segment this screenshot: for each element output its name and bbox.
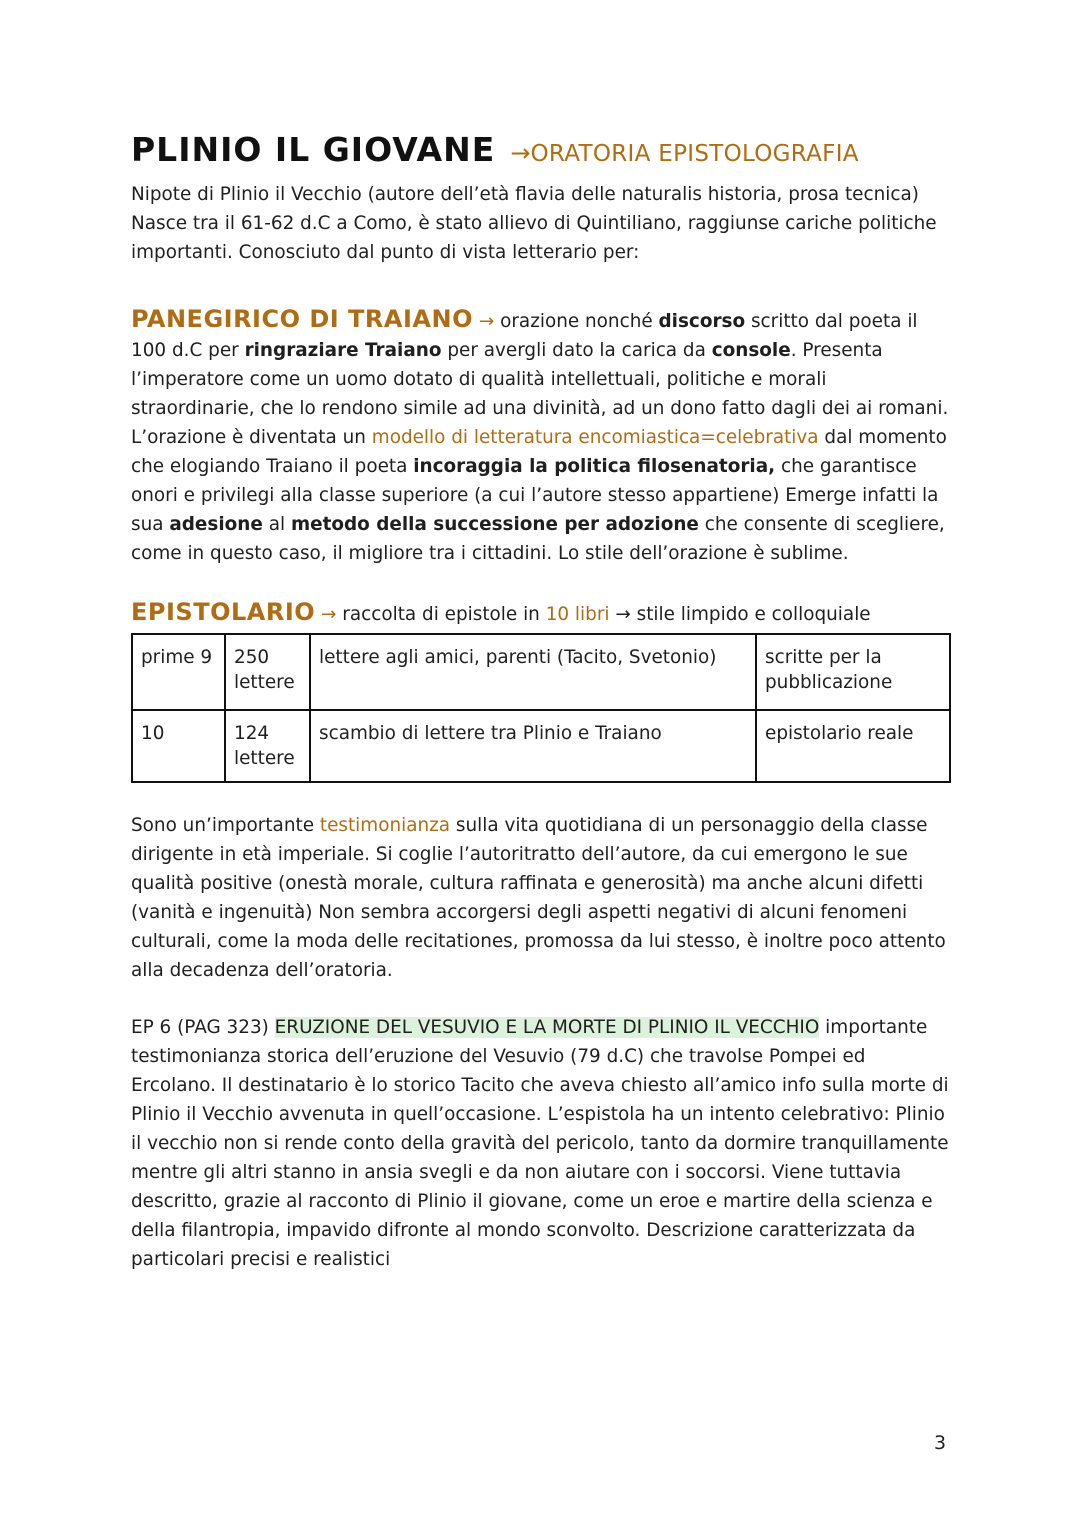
epistolario-heading: EPISTOLARIO	[131, 598, 316, 626]
text-run: Sono un’importante	[131, 815, 320, 836]
panegirico-arrow: →	[478, 311, 495, 332]
table-cell: prime 9	[132, 634, 225, 710]
intro-paragraph: Nipote di Plinio il Vecchio (autore dell’età flavia delle naturalis historia, prosa tecnica) Nasce tra il 61-62 d.C a Como, è stato allievo di Quintiliano, raggiunse cariche politiche importanti. Conosciuto dal punto di vista letterario per:	[131, 184, 937, 263]
text-run: che consente di scegliere, come in questo caso, il migliore tra i cittadini. Lo stile dell’orazione è sublime.	[131, 514, 945, 564]
bold-run: discorso	[658, 311, 746, 332]
table-cell: scritte per la pubblicazione	[756, 634, 950, 710]
bold-run: metodo della successione per adozione	[290, 514, 699, 535]
title-arrow: →	[510, 139, 531, 167]
testimonianza-paragraph	[131, 811, 951, 985]
highlight-run: testimonianza	[319, 815, 451, 836]
ep6-prefix: EP 6 (PAG 323)	[131, 1017, 275, 1038]
epistolario-heading-line	[131, 598, 951, 629]
bold-run: incoraggia la politica filosenatoria,	[413, 456, 776, 477]
epistolario-table	[131, 633, 951, 783]
table-cell: lettere agli amici, parenti (Tacito, Svetonio)	[310, 634, 756, 710]
text-run: orazione nonché	[494, 311, 659, 332]
table-cell: 10	[132, 710, 225, 782]
table-row	[132, 634, 950, 710]
bold-run: console	[711, 340, 791, 361]
table-cell: 250 lettere	[225, 634, 310, 710]
text-run: stile limpido e colloquiale	[630, 604, 871, 625]
table-cell: 124 lettere	[225, 710, 310, 782]
table-row	[132, 710, 950, 782]
text-run: importante testimonianza storica dell’eruzione del Vesuvio (79 d.C) che travolse Pompei ed Ercolano. Il destinatario è lo storico Tacito che aveva chiesto all’amico info sulla morte di Plinio il Vecchio avvenuta in quell’occasione. L’espistola ha un intento celebrativo: Plinio il vecchio non si rende conto della gravità del pericolo, tanto da dormire tranquillamente mentre gli altri stanno in ansia svegli e da non aiutare con i soccorsi. Viene tuttavia descritto, grazie al racconto di Plinio il giovane, come un eroe e martire della scienza e della filantropia, impavido difronte al mondo sconvolto. Descrizione caratterizzata da particolari precisi e realistici	[131, 1017, 949, 1270]
ep6-paragraph	[131, 1013, 951, 1274]
table-cell: epistolario reale	[756, 710, 950, 782]
text-run: che garantisce onori e privilegi alla classe superiore (a cui l’autore stesso appartiene) Emerge infatti la sua	[131, 456, 939, 535]
highlight-run: 10 libri	[545, 604, 610, 625]
panegirico-paragraph	[131, 305, 951, 568]
title-main: PLINIO IL GIOVANE	[131, 130, 496, 169]
text-run: raccolta di epistole in	[336, 604, 546, 625]
page-number: 3	[934, 1432, 947, 1454]
text-run: al	[262, 514, 291, 535]
bold-run: adesione	[169, 514, 263, 535]
epistolario-arrow-1: →	[321, 604, 337, 625]
text-run: scritto dal poeta il 100 d.C per	[131, 311, 918, 361]
page-title	[131, 130, 951, 176]
panegirico-heading: PANEGIRICO DI TRAIANO	[131, 305, 473, 333]
bold-run: ringraziare Traiano	[244, 340, 442, 361]
highlight-run: modello di letteratura encomiastica=celebrativa	[371, 427, 819, 448]
text-run: per avergli dato la carica da	[441, 340, 712, 361]
text-run: . Presenta l’imperatore come un uomo dotato di qualità intellettuali, politiche e morali straordinarie, che lo rendono simile ad una divinità, ad un dono fatto dagli dei ai romani. L’orazione è diventata un	[131, 340, 949, 448]
epistolario-arrow-2: →	[615, 604, 631, 625]
title-subtitle: ORATORIA EPISTOLOGRAFIA	[530, 141, 859, 167]
ep6-highlighted-title: ERUZIONE DEL VESUVIO E LA MORTE DI PLINIO IL VECCHIO	[274, 1017, 820, 1038]
text-run: sulla vita quotidiana di un personaggio della classe dirigente in età imperiale. Si coglie l’autoritratto dell’autore, da cui emergono le sue qualità positive (onestà morale, cultura raffinata e generosità) ma anche alcuni difetti (vanità e ingenuità) Non sembra accorgersi degli aspetti negativi di alcuni fenomeni culturali, come la moda delle recitationes, promossa da lui stesso, è inoltre poco attento alla decadenza dell’oratoria.	[131, 815, 946, 981]
table-cell: scambio di lettere tra Plinio e Traiano	[310, 710, 756, 782]
document-page	[131, 130, 951, 1274]
text-run: dal momento che elogiando Traiano il poeta	[131, 427, 947, 477]
